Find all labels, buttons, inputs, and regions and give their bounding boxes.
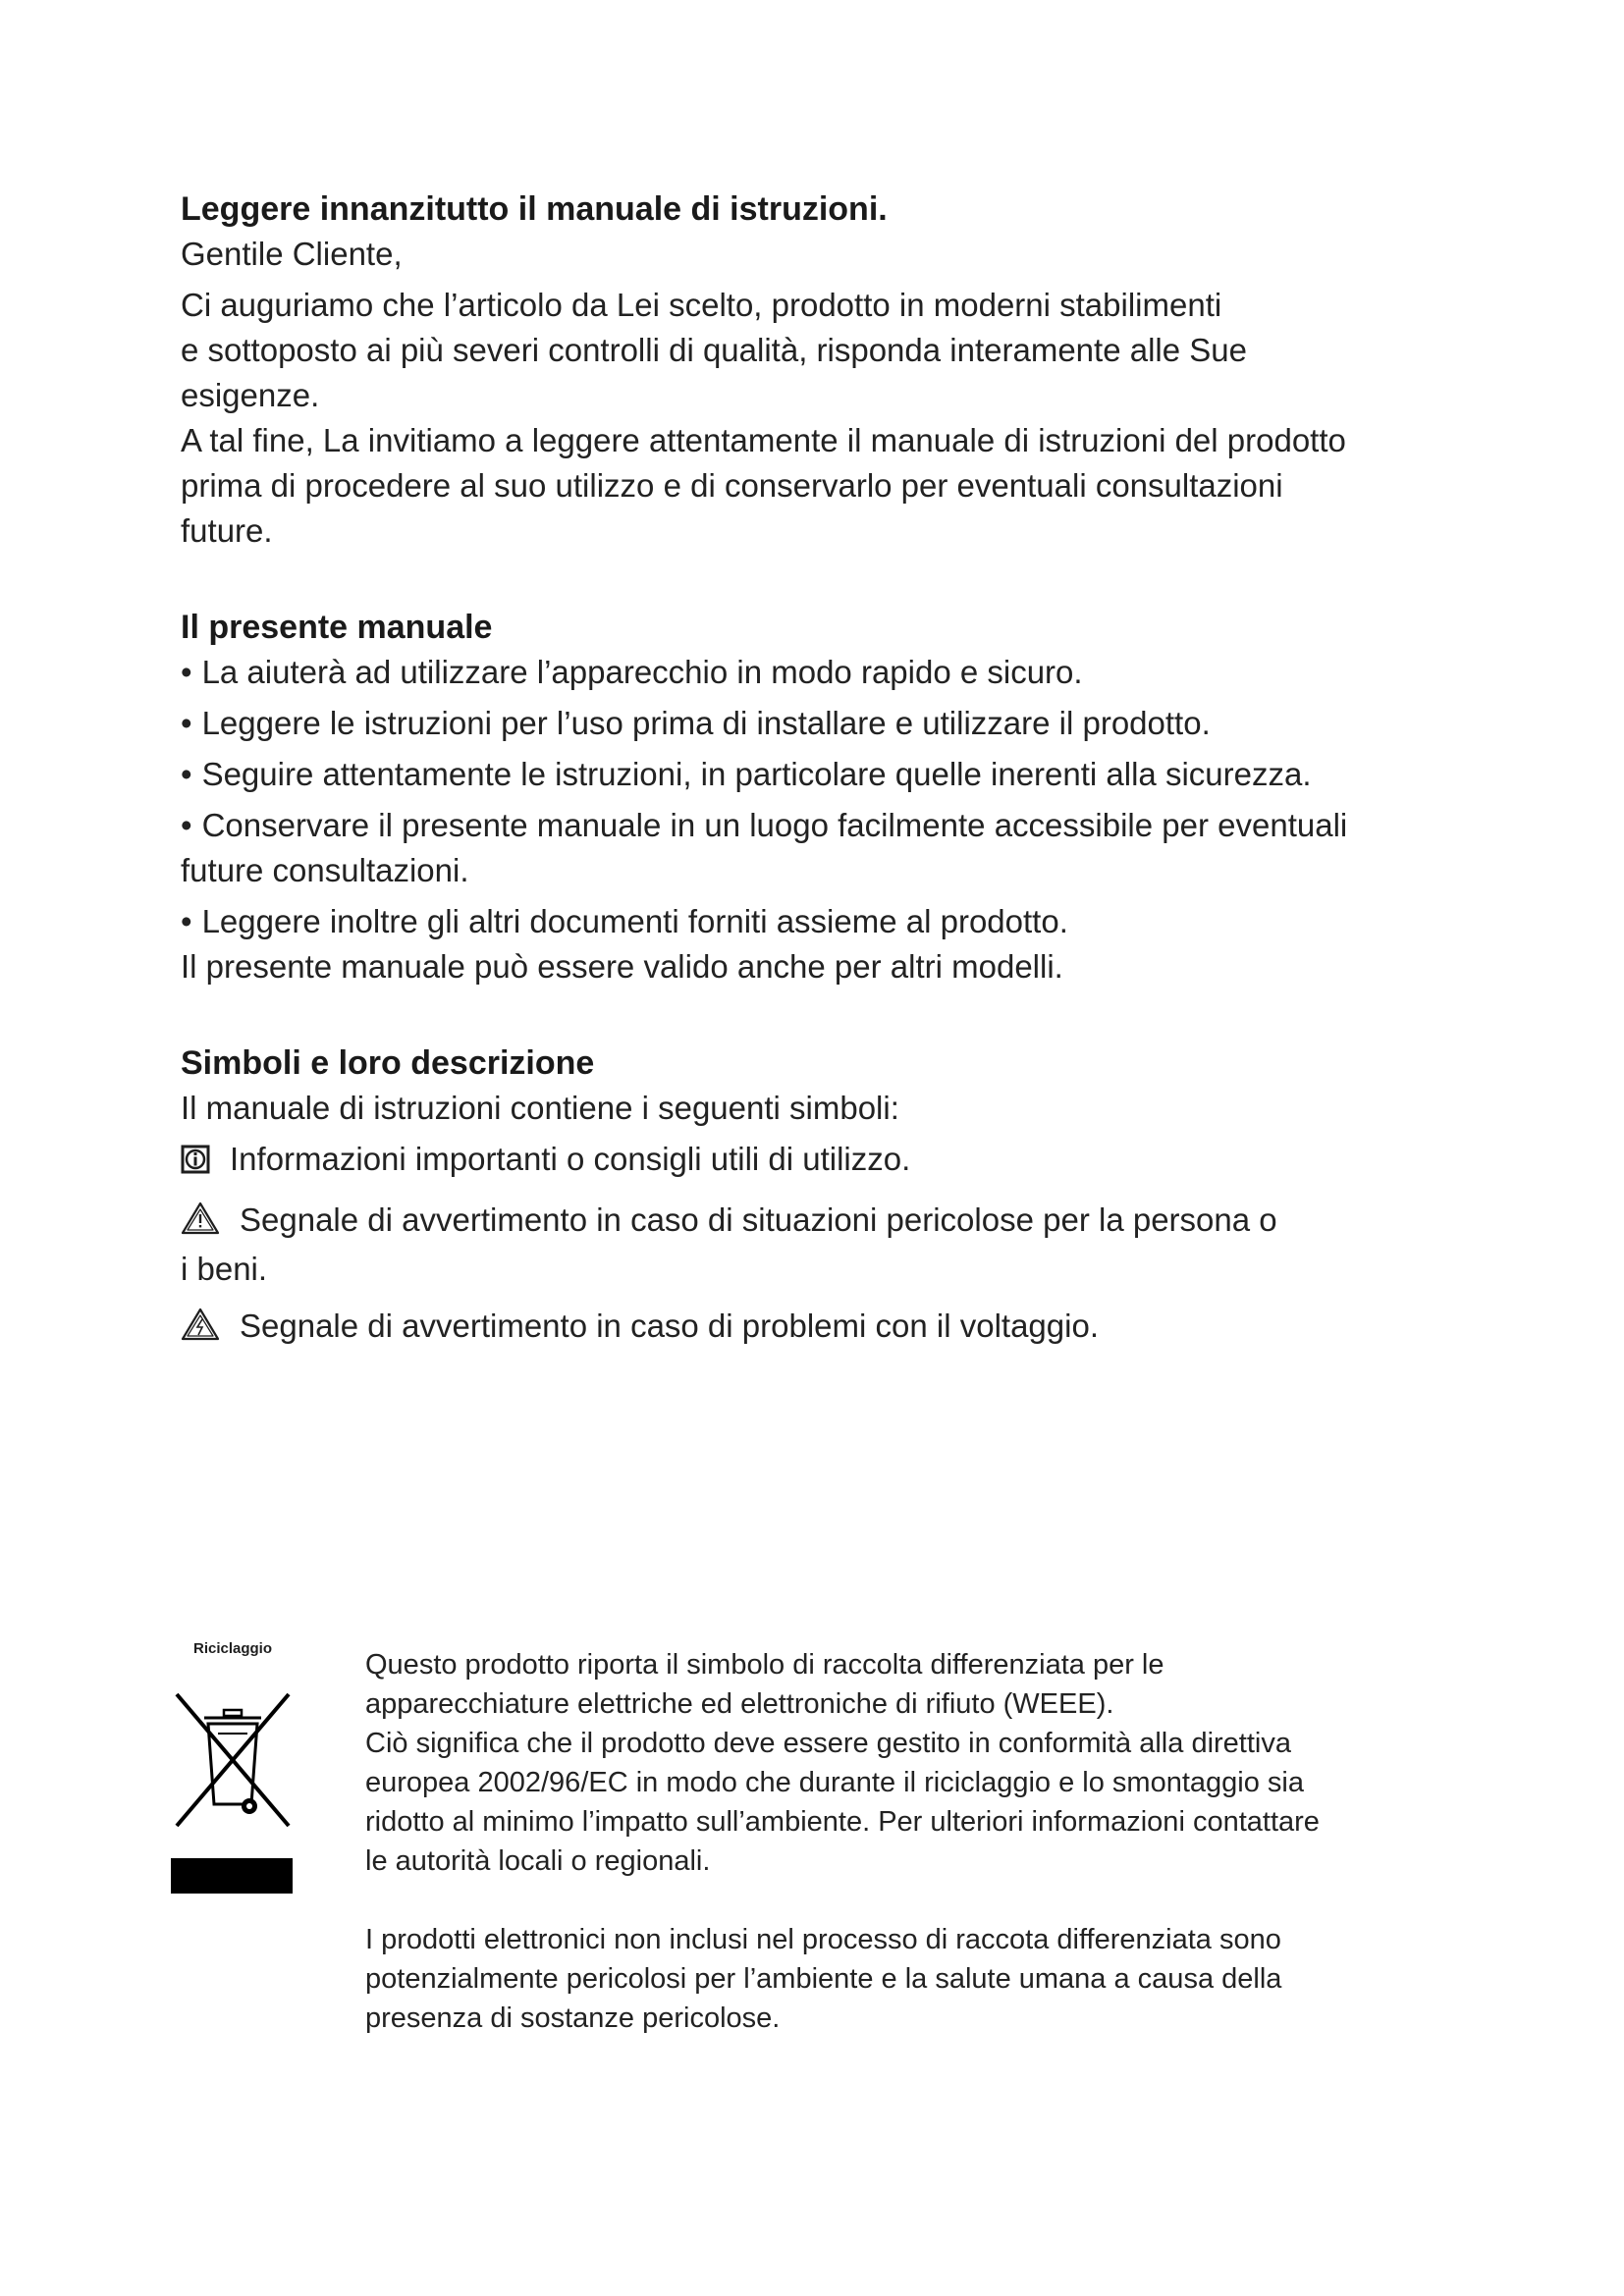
- symbol-info-row: [181, 1137, 1467, 1186]
- manual-heading: Il presente manuale: [181, 609, 493, 646]
- recycling-line-2: apparecchiature elettriche ed elettroniche di rifiuto (WEEE).: [365, 1688, 1114, 1720]
- manual-bullet-4-line-2: future consultazioni.: [181, 852, 469, 888]
- symbol-warning-row: [181, 1198, 1467, 1247]
- greeting: Gentile Cliente,: [181, 236, 403, 272]
- recycling-symbol-block: [171, 1639, 295, 1894]
- symbol-info-text: Informazioni importanti o consigli utili di utilizzo.: [230, 1141, 911, 1177]
- recycling-line-4: europea 2002/96/EC in modo che durante il riciclaggio e lo smontaggio sia: [365, 1767, 1304, 1798]
- symbols-intro: Il manuale di istruzioni contiene i seguenti simboli:: [181, 1090, 899, 1126]
- recycling-label: Riciclaggio: [192, 1640, 273, 1657]
- symbol-warning-text-line-1: Segnale di avvertimento in caso di situazioni pericolose per la persona o: [240, 1201, 1277, 1238]
- info-icon: [181, 1141, 210, 1186]
- intro-paragraph-1-line-3: esigenze.: [181, 377, 320, 413]
- warning-triangle-icon: [181, 1201, 220, 1247]
- recycling-text: [365, 1645, 1475, 2038]
- symbol-voltage-row: [181, 1304, 1467, 1353]
- intro-paragraph-2-line-1: A tal fine, La invitiamo a leggere attentamente il manuale di istruzioni del prodotto: [181, 422, 1346, 458]
- recycling-line-6: le autorità locali o regionali.: [365, 1845, 711, 1877]
- manual-bullet-4-line-1: • Conservare il presente manuale in un luogo facilmente accessibile per eventuali: [181, 803, 1467, 848]
- recycling-line-8: potenzialmente pericolosi per l’ambiente e la salute umana a causa della: [365, 1963, 1282, 1995]
- recycling-line-5: ridotto al minimo l’impatto sull’ambiente. Per ulteriori informazioni contattare: [365, 1806, 1320, 1838]
- recycling-line-1: Questo prodotto riporta il simbolo di raccolta differenziata per le: [365, 1649, 1164, 1681]
- recycling-line-7: I prodotti elettronici non inclusi nel processo di raccota differenziata sono: [365, 1924, 1281, 1955]
- recycling-black-bar: [171, 1858, 293, 1894]
- manual-intro-page: [181, 187, 1467, 1353]
- intro-paragraph-2-line-2: prima di procedere al suo utilizzo e di conservarlo per eventuali consultazioni: [181, 467, 1283, 504]
- manual-note: Il presente manuale può essere valido anche per altri modelli.: [181, 948, 1063, 985]
- symbol-voltage-text: Segnale di avvertimento in caso di problemi con il voltaggio.: [240, 1308, 1099, 1344]
- manual-bullet-2: • Leggere le istruzioni per l’uso prima di installare e utilizzare il prodotto.: [181, 701, 1467, 746]
- manual-bullet-5: • Leggere inoltre gli altri documenti forniti assieme al prodotto.: [181, 899, 1467, 944]
- intro-paragraph-1-line-2: e sottoposto ai più severi controlli di qualità, risponda interamente alle Sue: [181, 332, 1247, 368]
- voltage-warning-icon: [181, 1308, 220, 1353]
- intro-paragraph-1-line-1: Ci auguriamo che l’articolo da Lei scelto, prodotto in moderni stabilimenti: [181, 287, 1222, 323]
- manual-bullet-1: • La aiuterà ad utilizzare l’apparecchio in modo rapido e sicuro.: [181, 650, 1467, 695]
- intro-heading: Leggere innanzitutto il manuale di istruzioni.: [181, 190, 888, 228]
- symbol-warning-text-line-2: i beni.: [181, 1251, 268, 1287]
- symbols-heading: Simboli e loro descrizione: [181, 1044, 595, 1082]
- recycling-line-3: Ciò significa che il prodotto deve essere gestito in conformità alla direttiva: [365, 1728, 1291, 1759]
- manual-bullet-3: • Seguire attentamente le istruzioni, in particolare quelle inerenti alla sicurezza.: [181, 752, 1467, 797]
- crossed-out-wheelie-bin-icon: [171, 1688, 295, 1841]
- recycling-line-9: presenza di sostanze pericolose.: [365, 2002, 781, 2034]
- intro-paragraph-2-line-3: future.: [181, 512, 273, 549]
